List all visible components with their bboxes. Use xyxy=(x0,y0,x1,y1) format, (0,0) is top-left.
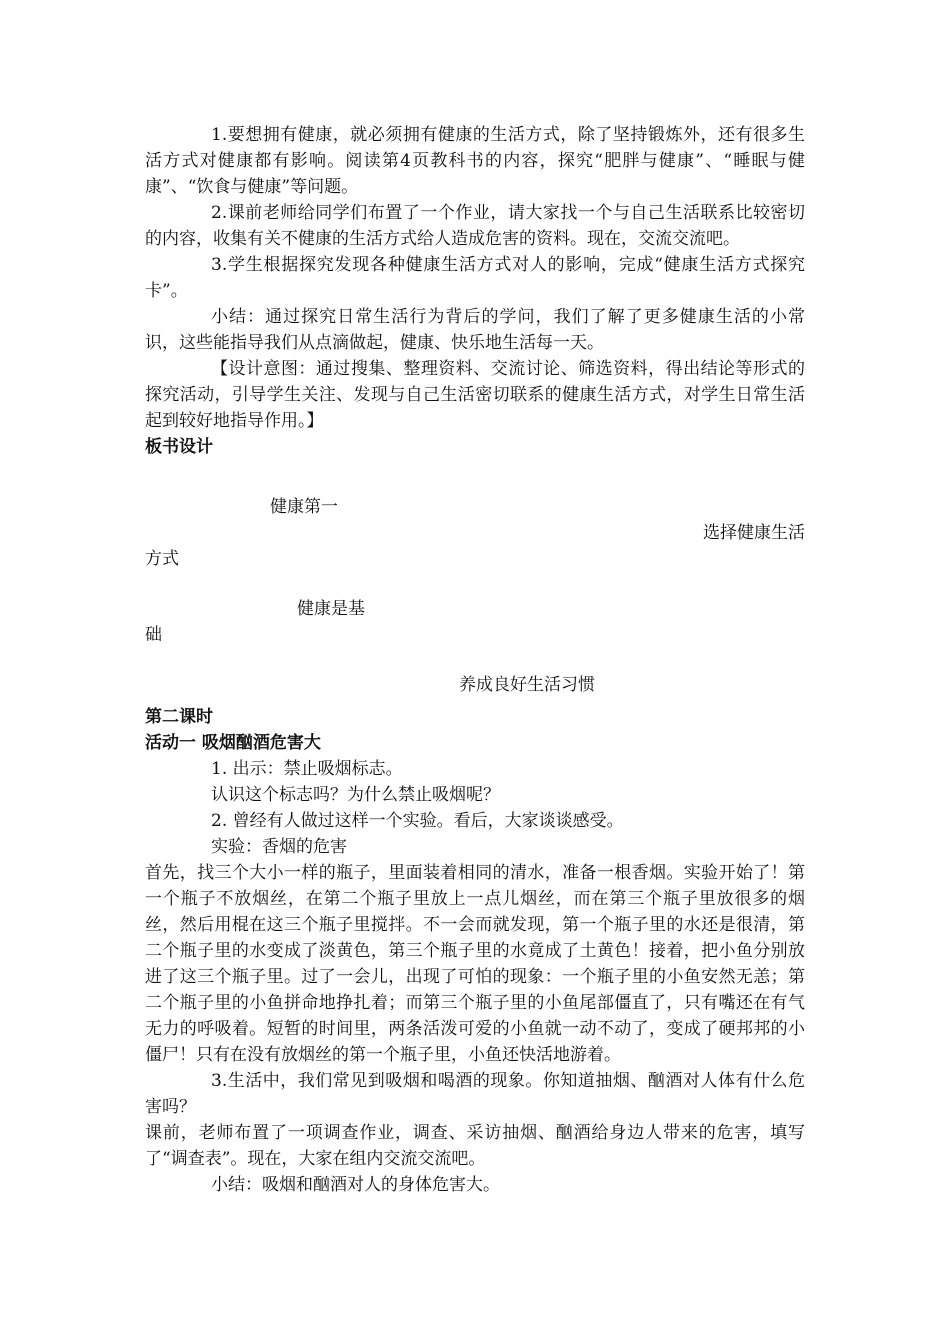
lesson2-line-6: 课前，老师布置了一项调查作业，调查、采访抽烟、酗酒给身边人带来的危害，填写了“调查表”。现在，大家在组内交流交流吧。 xyxy=(145,1123,805,1169)
design-intent: 【设计意图：通过搜集、整理资料、交流讨论、筛选资料，得出结论等形式的探究活动，引导学生关注、发现与自己生活密切联系的健康生活方式，对学生日常生活起到较好地指导作用。】 xyxy=(145,359,805,431)
board-item-3a: 健康是基 xyxy=(297,599,365,619)
lesson2-line-5: 3.生活中，我们常见到吸烟和喝酒的现象。你知道抽烟、酗酒对人体有什么危害吗？ xyxy=(145,1071,805,1117)
paragraph-2: 2.课前老师给同学们布置了一个作业，请大家找一个与自己生活联系比较密切的内容，收集有关不健康的生活方式给人造成危害的资料。现在，交流交流吧。 xyxy=(145,203,805,249)
lesson2-line-3: 2. 曾经有人做过这样一个实验。看后，大家谈谈感受。 xyxy=(211,811,624,831)
lesson2-line-4: 实验：香烟的危害 xyxy=(211,837,347,857)
board-design-heading: 板书设计 xyxy=(145,437,213,457)
summary-paragraph: 小结：通过探究日常生活行为背后的学问，我们了解了更多健康生活的小常识，这些能指导我们从点滴做起，健康、快乐地生活每一天。 xyxy=(145,307,805,353)
document-page xyxy=(145,122,805,1198)
lesson2-summary: 小结：吸烟和酗酒对人的身体危害大。 xyxy=(211,1175,500,1195)
paragraph-1: 1.要想拥有健康，就必须拥有健康的生活方式，除了坚持锻炼外，还有很多生活方式对健康都有影响。阅读第4页教科书的内容，探究“肥胖与健康”、“睡眠与健康”、“饮食与健康”等问题。 xyxy=(145,125,805,197)
board-design xyxy=(145,460,805,704)
board-item-3b: 础 xyxy=(145,625,162,645)
experiment-paragraph: 首先，找三个大小一样的瓶子，里面装着相同的清水，准备一根香烟。实验开始了！第一个瓶子不放烟丝，在第二个瓶子里放上一点儿烟丝，而在第三个瓶子里放很多的烟丝，然后用棍在这三个瓶子里搅拌。不一会而就发现，第一个瓶子里的水还是很清，第二个瓶子里的水变成了淡黄色，第三个瓶子里的水竟成了土黄色！接着，把小鱼分别放进了这三个瓶子里。过了一会儿，出现了可怕的现象：一个瓶子里的小鱼安然无恙；第二个瓶子里的小鱼拼命地挣扎着；而第三个瓶子里的小鱼尾部僵直了，只有嘴还在有气无力的呼吸着。短暂的时间里，两条活泼可爱的小鱼就一动不动了，变成了硬邦邦的小僵尸！只有在没有放烟丝的第一个瓶子里，小鱼还快活地游着。 xyxy=(145,863,805,1065)
lesson2-line-2: 认识这个标志吗？为什么禁止吸烟呢？ xyxy=(211,785,500,805)
board-item-4: 养成良好生活习惯 xyxy=(459,675,595,695)
board-item-1: 健康第一 xyxy=(270,497,338,517)
activity-1-heading: 活动一 吸烟酗酒危害大 xyxy=(145,733,321,753)
lesson2-line-1: 1. 出示：禁止吸烟标志。 xyxy=(211,759,403,779)
paragraph-3: 3.学生根据探究发现各种健康生活方式对人的影响，完成“健康生活方式探究卡”。 xyxy=(145,255,805,301)
board-item-2a: 选择健康生活 xyxy=(703,523,805,543)
lesson-2-heading: 第二课时 xyxy=(145,707,213,727)
board-item-2b: 方式 xyxy=(145,549,179,569)
